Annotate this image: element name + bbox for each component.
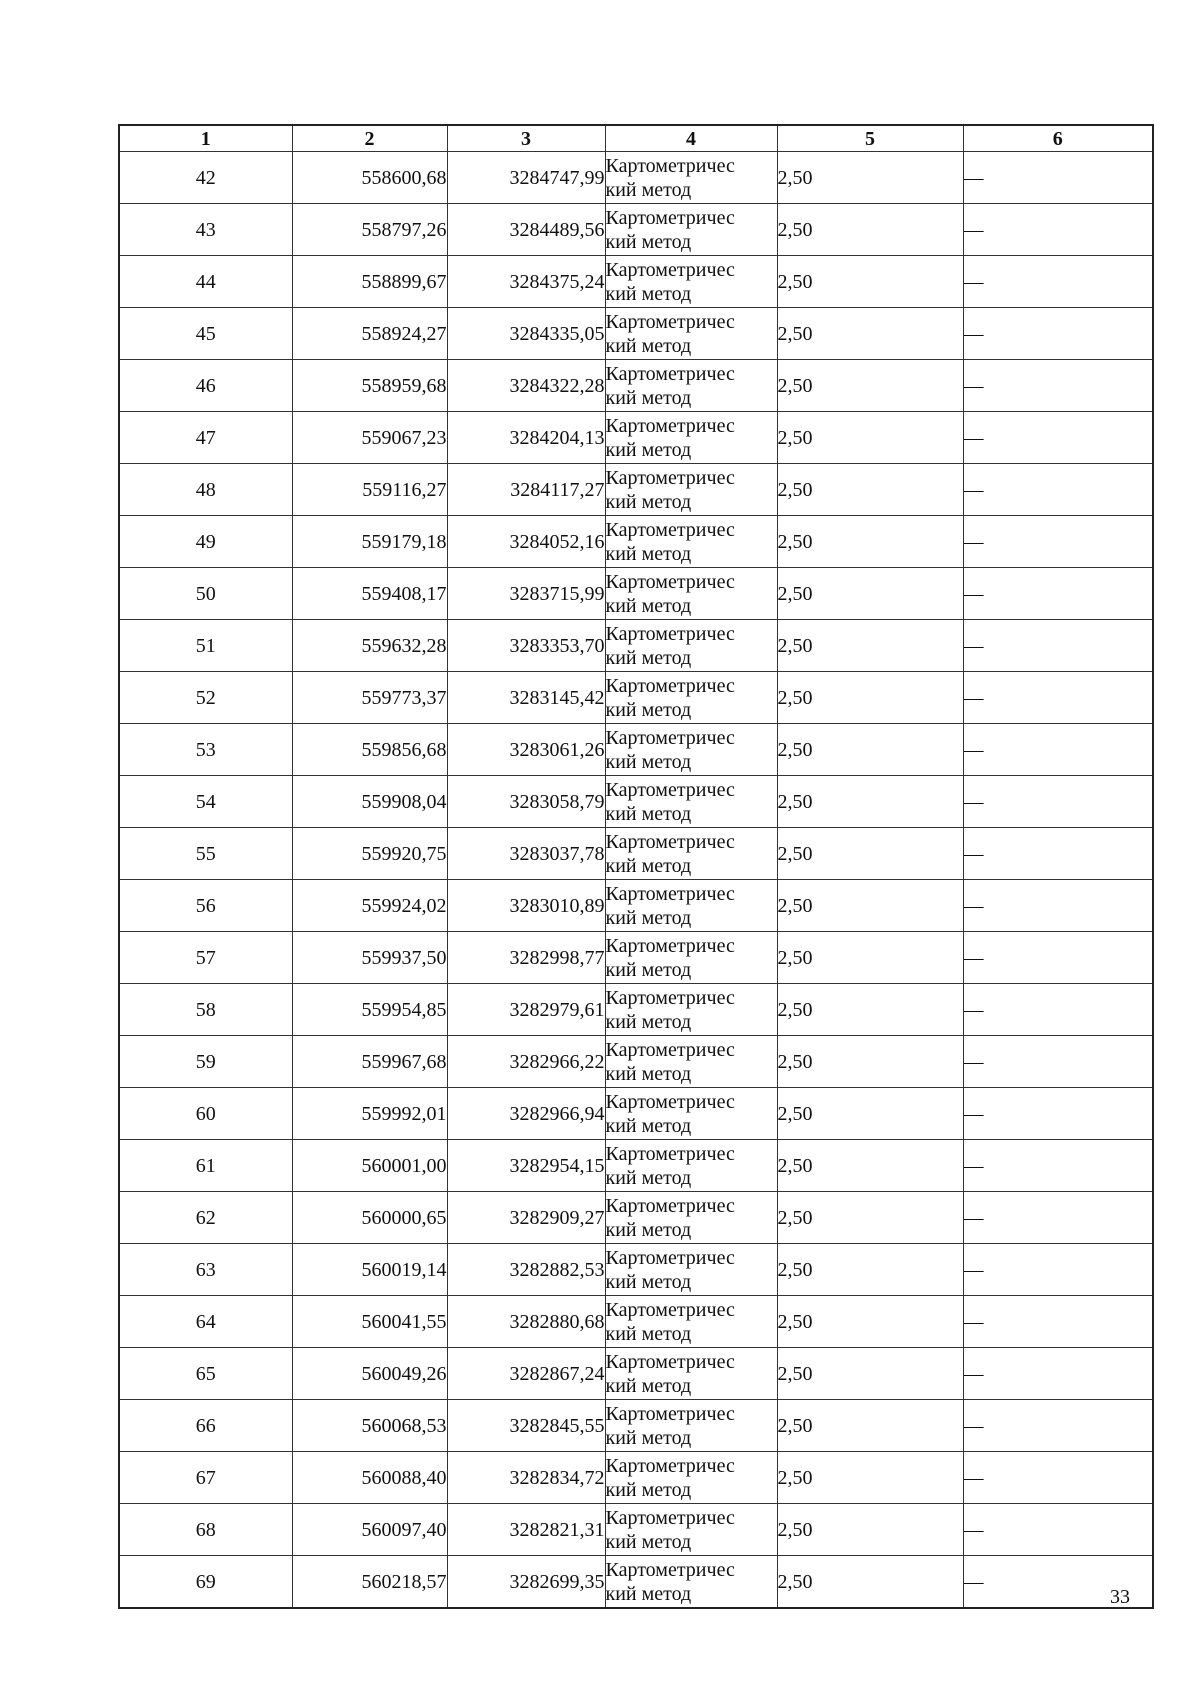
method-line-1: Картометричес <box>605 882 735 905</box>
method-cell <box>605 1452 777 1504</box>
point-number-cell: 54 <box>119 776 292 828</box>
x-coordinate-cell: 560068,53 <box>292 1400 447 1452</box>
y-coordinate-cell: 3282880,68 <box>447 1296 605 1348</box>
method-line-1: Картометричес <box>605 1194 735 1217</box>
y-coordinate-cell: 3283010,89 <box>447 880 605 932</box>
accuracy-cell: 2,50 <box>777 256 963 308</box>
y-coordinate-cell: 3282909,27 <box>447 1192 605 1244</box>
method-line-1: Картометричес <box>605 986 735 1009</box>
accuracy-cell: 2,50 <box>777 360 963 412</box>
point-number-cell: 57 <box>119 932 292 984</box>
accuracy-cell: 2,50 <box>777 568 963 620</box>
page-number: 33 <box>1110 1586 1130 1608</box>
accuracy-cell: 2,50 <box>777 1348 963 1400</box>
description-cell: — <box>963 620 1153 672</box>
method-line-2: кий метод <box>605 698 692 721</box>
method-line-1: Картометричес <box>605 1402 735 1425</box>
x-coordinate-cell: 558924,27 <box>292 308 447 360</box>
method-cell <box>605 1192 777 1244</box>
table-row <box>119 932 1153 984</box>
table-row <box>119 152 1153 204</box>
table-row <box>119 1192 1153 1244</box>
x-coordinate-cell: 559954,85 <box>292 984 447 1036</box>
x-coordinate-cell: 560088,40 <box>292 1452 447 1504</box>
point-number-cell: 47 <box>119 412 292 464</box>
method-line-2: кий метод <box>605 1426 692 1449</box>
x-coordinate-cell: 559967,68 <box>292 1036 447 1088</box>
point-number-cell: 59 <box>119 1036 292 1088</box>
accuracy-cell: 2,50 <box>777 1036 963 1088</box>
method-line-1: Картометричес <box>605 1454 735 1477</box>
accuracy-cell: 2,50 <box>777 464 963 516</box>
table-row <box>119 1036 1153 1088</box>
method-cell <box>605 152 777 204</box>
accuracy-cell: 2,50 <box>777 1244 963 1296</box>
y-coordinate-cell: 3284204,13 <box>447 412 605 464</box>
method-line-1: Картометричес <box>605 1090 735 1113</box>
method-line-1: Картометричес <box>605 258 735 281</box>
table-row <box>119 412 1153 464</box>
method-line-2: кий метод <box>605 594 692 617</box>
accuracy-cell: 2,50 <box>777 672 963 724</box>
method-line-1: Картометричес <box>605 1142 735 1165</box>
method-line-2: кий метод <box>605 1114 692 1137</box>
method-cell <box>605 204 777 256</box>
table-row <box>119 1088 1153 1140</box>
description-cell: — <box>963 1192 1153 1244</box>
description-cell: — <box>963 776 1153 828</box>
description-cell: — <box>963 1088 1153 1140</box>
table-row <box>119 828 1153 880</box>
method-line-2: кий метод <box>605 1478 692 1501</box>
y-coordinate-cell: 3283037,78 <box>447 828 605 880</box>
method-line-1: Картометричес <box>605 778 735 801</box>
table-row <box>119 1556 1153 1609</box>
description-cell: — <box>963 1400 1153 1452</box>
point-number-cell: 60 <box>119 1088 292 1140</box>
accuracy-cell: 2,50 <box>777 152 963 204</box>
y-coordinate-cell: 3283145,42 <box>447 672 605 724</box>
method-cell <box>605 1296 777 1348</box>
y-coordinate-cell: 3283715,99 <box>447 568 605 620</box>
description-cell: — <box>963 412 1153 464</box>
accuracy-cell: 2,50 <box>777 1192 963 1244</box>
description-cell: — <box>963 932 1153 984</box>
header-cell-4: 4 <box>605 125 777 152</box>
point-number-cell: 51 <box>119 620 292 672</box>
method-line-1: Картометричес <box>605 622 735 645</box>
method-line-1: Картометричес <box>605 830 735 853</box>
header-cell-2: 2 <box>292 125 447 152</box>
x-coordinate-cell: 559992,01 <box>292 1088 447 1140</box>
y-coordinate-cell: 3284335,05 <box>447 308 605 360</box>
point-number-cell: 62 <box>119 1192 292 1244</box>
method-cell <box>605 1088 777 1140</box>
header-cell-5: 5 <box>777 125 963 152</box>
y-coordinate-cell: 3282979,61 <box>447 984 605 1036</box>
table-row <box>119 256 1153 308</box>
method-cell <box>605 620 777 672</box>
description-cell: — <box>963 1036 1153 1088</box>
table-header-row <box>119 125 1153 152</box>
y-coordinate-cell: 3283061,26 <box>447 724 605 776</box>
point-number-cell: 50 <box>119 568 292 620</box>
y-coordinate-cell: 3282867,24 <box>447 1348 605 1400</box>
method-cell <box>605 412 777 464</box>
table-row <box>119 1244 1153 1296</box>
accuracy-cell: 2,50 <box>777 1088 963 1140</box>
accuracy-cell: 2,50 <box>777 828 963 880</box>
method-cell <box>605 984 777 1036</box>
point-number-cell: 42 <box>119 152 292 204</box>
table-row <box>119 1452 1153 1504</box>
method-line-2: кий метод <box>605 646 692 669</box>
point-number-cell: 43 <box>119 204 292 256</box>
point-number-cell: 64 <box>119 1296 292 1348</box>
method-line-2: кий метод <box>605 178 692 201</box>
method-cell <box>605 672 777 724</box>
description-cell: — <box>963 464 1153 516</box>
table-row <box>119 568 1153 620</box>
method-cell <box>605 568 777 620</box>
method-line-1: Картометричес <box>605 726 735 749</box>
method-line-2: кий метод <box>605 542 692 565</box>
x-coordinate-cell: 559856,68 <box>292 724 447 776</box>
description-cell: — <box>963 672 1153 724</box>
x-coordinate-cell: 560001,00 <box>292 1140 447 1192</box>
coordinates-table <box>118 124 1154 1609</box>
y-coordinate-cell: 3284375,24 <box>447 256 605 308</box>
accuracy-cell: 2,50 <box>777 620 963 672</box>
table-row <box>119 1296 1153 1348</box>
description-cell: — <box>963 984 1153 1036</box>
point-number-cell: 67 <box>119 1452 292 1504</box>
header-cell-6: 6 <box>963 125 1153 152</box>
method-line-2: кий метод <box>605 1270 692 1293</box>
method-cell <box>605 776 777 828</box>
x-coordinate-cell: 559632,28 <box>292 620 447 672</box>
accuracy-cell: 2,50 <box>777 1556 963 1609</box>
x-coordinate-cell: 560041,55 <box>292 1296 447 1348</box>
method-line-1: Картометричес <box>605 674 735 697</box>
y-coordinate-cell: 3283058,79 <box>447 776 605 828</box>
method-line-2: кий метод <box>605 334 692 357</box>
y-coordinate-cell: 3282998,77 <box>447 932 605 984</box>
y-coordinate-cell: 3284052,16 <box>447 516 605 568</box>
table-row <box>119 984 1153 1036</box>
description-cell: — <box>963 516 1153 568</box>
method-cell <box>605 464 777 516</box>
table-row <box>119 1400 1153 1452</box>
description-cell: — <box>963 360 1153 412</box>
description-cell: — <box>963 204 1153 256</box>
method-line-2: кий метод <box>605 1062 692 1085</box>
method-line-2: кий метод <box>605 854 692 877</box>
y-coordinate-cell: 3282882,53 <box>447 1244 605 1296</box>
description-cell: — <box>963 308 1153 360</box>
method-cell <box>605 1244 777 1296</box>
y-coordinate-cell: 3284322,28 <box>447 360 605 412</box>
table-row <box>119 1140 1153 1192</box>
method-cell <box>605 1504 777 1556</box>
table-row <box>119 776 1153 828</box>
description-cell: — <box>963 1504 1153 1556</box>
table-row <box>119 672 1153 724</box>
point-number-cell: 66 <box>119 1400 292 1452</box>
method-line-2: кий метод <box>605 1166 692 1189</box>
method-cell <box>605 360 777 412</box>
method-line-2: кий метод <box>605 1530 692 1553</box>
y-coordinate-cell: 3284747,99 <box>447 152 605 204</box>
y-coordinate-cell: 3283353,70 <box>447 620 605 672</box>
method-line-2: кий метод <box>605 282 692 305</box>
method-line-2: кий метод <box>605 802 692 825</box>
x-coordinate-cell: 558797,26 <box>292 204 447 256</box>
point-number-cell: 55 <box>119 828 292 880</box>
method-cell <box>605 308 777 360</box>
description-cell: — <box>963 1140 1153 1192</box>
method-cell <box>605 932 777 984</box>
accuracy-cell: 2,50 <box>777 880 963 932</box>
method-cell <box>605 724 777 776</box>
x-coordinate-cell: 559937,50 <box>292 932 447 984</box>
header-cell-1: 1 <box>119 125 292 152</box>
table-row <box>119 1348 1153 1400</box>
y-coordinate-cell: 3282966,22 <box>447 1036 605 1088</box>
x-coordinate-cell: 560218,57 <box>292 1556 447 1609</box>
header-cell-3: 3 <box>447 125 605 152</box>
x-coordinate-cell: 559908,04 <box>292 776 447 828</box>
description-cell: — <box>963 1348 1153 1400</box>
description-cell: — <box>963 724 1153 776</box>
x-coordinate-cell: 560000,65 <box>292 1192 447 1244</box>
table-row <box>119 620 1153 672</box>
accuracy-cell: 2,50 <box>777 1452 963 1504</box>
method-line-2: кий метод <box>605 230 692 253</box>
method-line-1: Картометричес <box>605 362 735 385</box>
method-line-1: Картометричес <box>605 1246 735 1269</box>
method-line-2: кий метод <box>605 1322 692 1345</box>
table-row <box>119 464 1153 516</box>
method-line-2: кий метод <box>605 1374 692 1397</box>
x-coordinate-cell: 560097,40 <box>292 1504 447 1556</box>
x-coordinate-cell: 558600,68 <box>292 152 447 204</box>
method-line-1: Картометричес <box>605 414 735 437</box>
accuracy-cell: 2,50 <box>777 1140 963 1192</box>
description-cell: — <box>963 152 1153 204</box>
x-coordinate-cell: 559924,02 <box>292 880 447 932</box>
method-line-2: кий метод <box>605 750 692 773</box>
point-number-cell: 48 <box>119 464 292 516</box>
x-coordinate-cell: 558959,68 <box>292 360 447 412</box>
y-coordinate-cell: 3282954,15 <box>447 1140 605 1192</box>
point-number-cell: 45 <box>119 308 292 360</box>
table-row <box>119 724 1153 776</box>
point-number-cell: 65 <box>119 1348 292 1400</box>
method-line-2: кий метод <box>605 386 692 409</box>
accuracy-cell: 2,50 <box>777 412 963 464</box>
method-line-2: кий метод <box>605 906 692 929</box>
point-number-cell: 46 <box>119 360 292 412</box>
point-number-cell: 44 <box>119 256 292 308</box>
description-cell: — <box>963 256 1153 308</box>
accuracy-cell: 2,50 <box>777 204 963 256</box>
method-cell <box>605 828 777 880</box>
description-cell: — <box>963 1556 1153 1609</box>
method-line-1: Картометричес <box>605 1038 735 1061</box>
x-coordinate-cell: 559408,17 <box>292 568 447 620</box>
method-line-2: кий метод <box>605 438 692 461</box>
x-coordinate-cell: 558899,67 <box>292 256 447 308</box>
method-line-1: Картометричес <box>605 934 735 957</box>
x-coordinate-cell: 559116,27 <box>292 464 447 516</box>
accuracy-cell: 2,50 <box>777 516 963 568</box>
y-coordinate-cell: 3282699,35 <box>447 1556 605 1609</box>
point-number-cell: 68 <box>119 1504 292 1556</box>
accuracy-cell: 2,50 <box>777 1296 963 1348</box>
method-line-1: Картометричес <box>605 466 735 489</box>
point-number-cell: 53 <box>119 724 292 776</box>
accuracy-cell: 2,50 <box>777 1504 963 1556</box>
description-cell: — <box>963 1452 1153 1504</box>
method-line-1: Картометричес <box>605 1558 735 1581</box>
method-line-1: Картометричес <box>605 518 735 541</box>
point-number-cell: 69 <box>119 1556 292 1609</box>
table-row <box>119 516 1153 568</box>
y-coordinate-cell: 3282834,72 <box>447 1452 605 1504</box>
method-cell <box>605 1348 777 1400</box>
method-line-1: Картометричес <box>605 154 735 177</box>
method-line-1: Картометричес <box>605 310 735 333</box>
description-cell: — <box>963 1296 1153 1348</box>
method-line-2: кий метод <box>605 490 692 513</box>
accuracy-cell: 2,50 <box>777 308 963 360</box>
table-row <box>119 1504 1153 1556</box>
x-coordinate-cell: 560049,26 <box>292 1348 447 1400</box>
accuracy-cell: 2,50 <box>777 724 963 776</box>
method-line-2: кий метод <box>605 1218 692 1241</box>
x-coordinate-cell: 559179,18 <box>292 516 447 568</box>
method-cell <box>605 1036 777 1088</box>
accuracy-cell: 2,50 <box>777 1400 963 1452</box>
point-number-cell: 63 <box>119 1244 292 1296</box>
method-line-2: кий метод <box>605 958 692 981</box>
method-line-2: кий метод <box>605 1010 692 1033</box>
y-coordinate-cell: 3282821,31 <box>447 1504 605 1556</box>
table-row <box>119 360 1153 412</box>
accuracy-cell: 2,50 <box>777 984 963 1036</box>
method-line-1: Картометричес <box>605 206 735 229</box>
method-cell <box>605 880 777 932</box>
method-cell <box>605 1140 777 1192</box>
table-row <box>119 204 1153 256</box>
y-coordinate-cell: 3282845,55 <box>447 1400 605 1452</box>
method-line-1: Картометричес <box>605 1298 735 1321</box>
description-cell: — <box>963 880 1153 932</box>
method-cell <box>605 256 777 308</box>
description-cell: — <box>963 568 1153 620</box>
description-cell: — <box>963 1244 1153 1296</box>
y-coordinate-cell: 3284117,27 <box>447 464 605 516</box>
table-row <box>119 308 1153 360</box>
method-line-1: Картометричес <box>605 1506 735 1529</box>
table-row <box>119 880 1153 932</box>
point-number-cell: 58 <box>119 984 292 1036</box>
point-number-cell: 49 <box>119 516 292 568</box>
point-number-cell: 61 <box>119 1140 292 1192</box>
y-coordinate-cell: 3284489,56 <box>447 204 605 256</box>
method-cell <box>605 516 777 568</box>
method-cell <box>605 1556 777 1609</box>
accuracy-cell: 2,50 <box>777 932 963 984</box>
method-cell <box>605 1400 777 1452</box>
x-coordinate-cell: 559920,75 <box>292 828 447 880</box>
method-line-2: кий метод <box>605 1582 692 1605</box>
method-line-1: Картометричес <box>605 570 735 593</box>
y-coordinate-cell: 3282966,94 <box>447 1088 605 1140</box>
table-body <box>119 152 1153 1609</box>
point-number-cell: 52 <box>119 672 292 724</box>
x-coordinate-cell: 559773,37 <box>292 672 447 724</box>
x-coordinate-cell: 560019,14 <box>292 1244 447 1296</box>
x-coordinate-cell: 559067,23 <box>292 412 447 464</box>
method-line-1: Картометричес <box>605 1350 735 1373</box>
description-cell: — <box>963 828 1153 880</box>
accuracy-cell: 2,50 <box>777 776 963 828</box>
point-number-cell: 56 <box>119 880 292 932</box>
